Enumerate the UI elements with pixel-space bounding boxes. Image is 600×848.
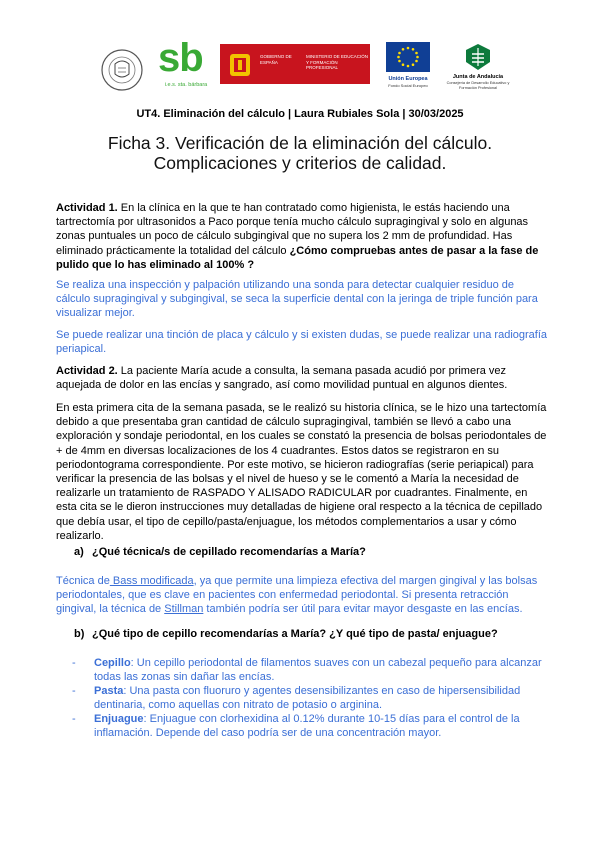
gobierno-logo — [220, 44, 370, 84]
question-b — [74, 628, 498, 640]
document-header: UT4. Eliminación del cálculo | Laura Rubiales Sola | 30/03/2025 — [136, 108, 464, 120]
spain-coat-of-arms-icon — [226, 50, 254, 78]
answer-a-part-3: también podría ser útil para evitar mayor desgaste en las encías. — [203, 603, 523, 616]
question-b-number: b) — [74, 628, 85, 640]
eu-label: Unión Europea — [388, 76, 428, 82]
title-line-1: Ficha 3. Verificación de la eliminación del cálculo. — [107, 133, 493, 153]
list-text: : Un cepillo periodontal de filamentos suaves con un cabezal pequeño para alcanzar todas las zonas sin dañar las encías. — [94, 657, 542, 683]
union-europea-logo — [384, 42, 432, 92]
list-item — [72, 684, 552, 712]
activity-1-text: En la clínica en la que te han contratado como higienista, le estás haciendo una tartrectomía por ultrasonidos a Paco porque tenía mucho cálculo supragingival y solo en algunas zonas puntuales un poco de cálculo subgingival que no supera los 2 mm de profundidad. Has eliminado prácticamente la totalidad del cálculo — [56, 202, 529, 257]
activity-1-answer-2: Se puede realizar una tinción de placa y cálculo y si existen dudas, se puede realizar una radiografía periapical. — [56, 329, 548, 356]
logo-bar — [0, 36, 600, 96]
sb-logo — [156, 36, 212, 94]
list-dash: - — [72, 657, 76, 669]
answer-a-stillman-term: Stillman — [164, 603, 204, 616]
list-dash: - — [72, 713, 76, 725]
activity-2-intro — [56, 364, 549, 392]
activity-1-answer-1: Se realiza una inspección y palpación utilizando una sonda para detectar cualquier residuo de cálculo supragingival y subgingival, se seca la superficie dental con la jeringa de triple función para visualizar mejor. — [56, 279, 538, 320]
sb-logo-text: sb — [158, 36, 203, 80]
junta-label: Junta de Andalucía — [452, 74, 504, 80]
junta-andalucia-logo — [446, 40, 510, 96]
answer-a-bass-term: Bass modificada — [109, 575, 194, 587]
question-a-text: ¿Qué técnica/s de cepillado recomendarías a María? — [92, 546, 366, 558]
list-dash: - — [72, 685, 76, 697]
title-line-2: Complicaciones y criterios de calidad. — [153, 153, 447, 173]
activity-2-body: En esta primera cita de la semana pasada, se le realizó su historia clínica, se le hizo una tartectomía debido a que presentaba gran cantidad de cálculo supragingival, también se llevó a cabo una exploración y sondaje periodontal, en los cuales se constató la presencia de bolsas periodontales de + de 4mm en diversas localizaciones de los 4 cuadrantes. Estos datos se registraron en su periodontograma correspondiente. Por este motivo, se hicieron radiografías (serie periapical) para verificar la presencia de las bolsas y el nivel de hueso y se le comentó a María la necesidad de realizarle un tratamiento de RASPADO Y ALISADO RADICULAR por cuadrantes. Finalmente, en esta cita se le dieron instrucciones muy detalladas de higiene oral respecto a la técnica de cepillado que debía usar, el tipo de cepillo/pasta/enjuague, los métodos complementarios a usar y cómo realizarlo. — [56, 402, 547, 542]
activity-1-label: Actividad 1. — [56, 202, 118, 214]
answer-a-part-2: , ya que permite una limpieza efectiva del margen gingival y las bolsas periodontales, que es clave en pacientes con enfermedad periodontal. Si presenta retracción gingival, la técnica de — [56, 575, 538, 616]
list-text: : Enjuague con clorhexidina al 0.12% durante 10-15 días para el control de la inflamación. Depende del caso podría ser de una concentración mayor. — [94, 713, 520, 739]
sb-logo-subtitle: i.e.s. sta. bárbara — [164, 82, 208, 88]
question-a — [74, 546, 366, 558]
list-term-pasta: Pasta — [94, 685, 124, 697]
junta-sub-label: Consejería de Desarrollo Educativo y Formación Profesional — [446, 81, 510, 90]
eu-sub-label: Fondo Social Europeo — [388, 83, 428, 88]
question-b-text: ¿Qué tipo de cepillo recomendarías a María? ¿Y qué tipo de pasta/ enjuague? — [92, 628, 498, 640]
answer-a-part-1: Técnica de — [56, 575, 110, 587]
activity-2-intro-text: La paciente María acude a consulta, la semana pasada acudió por primera vez aquejada de dolor en las encías y sangrado, así como movilidad puntual en algunos dientes. — [56, 365, 508, 392]
ministerio-text: MINISTERIO DE EDUCACIÓN Y FORMACIÓN PROFESIONAL — [306, 54, 369, 70]
list-term-cepillo: Cepillo — [94, 657, 131, 669]
list-item — [72, 656, 552, 684]
activity-2-label: Actividad 2. — [56, 365, 118, 377]
question-a-number: a) — [74, 546, 84, 558]
gobierno-text: GOBIERNO DE ESPAÑA — [260, 54, 292, 65]
eu-flag-icon — [386, 42, 430, 72]
answer-a — [56, 574, 549, 617]
list-text: : Una pasta con fluoruro y agentes desensibilizantes en caso de hipersensibilidad dentinaria, como aquellas con nitrato de potasio o arginina. — [94, 685, 521, 711]
junta-andalucia-emblem-icon — [462, 42, 494, 72]
activity-1-question: ¿Cómo compruebas antes de pasar a la fase de pulido que lo has eliminado al 100% ? — [56, 244, 539, 271]
school-seal-logo — [100, 48, 144, 92]
list-item — [72, 712, 552, 740]
answer-b-list — [72, 656, 552, 740]
activity-1-paragraph — [56, 201, 549, 272]
page-title — [0, 133, 600, 173]
list-term-enjuague: Enjuague — [94, 713, 144, 725]
